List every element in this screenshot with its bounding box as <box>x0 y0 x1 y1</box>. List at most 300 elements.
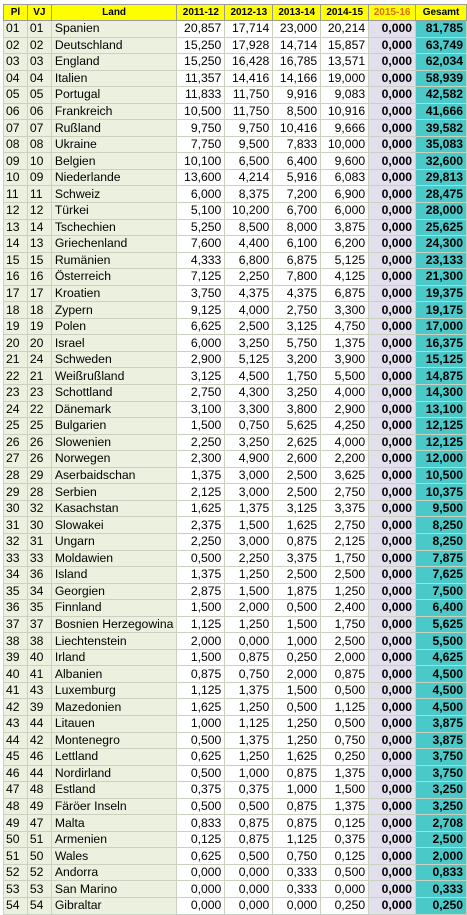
season-2012-13-cell: 16,428 <box>225 54 273 71</box>
season-2014-15-cell: 6,900 <box>321 186 369 203</box>
season-2012-13-cell: 1,250 <box>225 567 273 584</box>
season-2013-14-cell: 3,375 <box>273 550 321 567</box>
total-cell: 3,750 <box>416 749 467 766</box>
season-2013-14-cell: 3,125 <box>273 500 321 517</box>
rank-cell: 53 <box>4 881 28 898</box>
country-cell: Israel <box>51 335 177 352</box>
season-2014-15-cell: 9,600 <box>321 153 369 170</box>
previous-year-cell: 14 <box>27 219 51 236</box>
previous-year-cell: 48 <box>27 782 51 799</box>
season-2012-13-cell: 3,000 <box>225 467 273 484</box>
season-2015-16-cell: 0,000 <box>369 302 416 319</box>
season-2013-14-cell: 0,000 <box>273 897 321 914</box>
country-cell: Liechtenstein <box>51 633 177 650</box>
total-cell: 12,000 <box>416 451 467 468</box>
rank-cell: 54 <box>4 897 28 914</box>
table-row <box>4 37 467 54</box>
total-cell: 3,250 <box>416 782 467 799</box>
header-previous-year: VJ <box>27 5 51 21</box>
rank-cell: 16 <box>4 269 28 286</box>
total-cell: 19,175 <box>416 302 467 319</box>
season-2015-16-cell: 0,000 <box>369 815 416 832</box>
season-2013-14-cell: 1,250 <box>273 715 321 732</box>
table-row <box>4 385 467 402</box>
previous-year-cell: 02 <box>27 37 51 54</box>
table-row <box>4 500 467 517</box>
previous-year-cell: 28 <box>27 484 51 501</box>
rank-cell: 26 <box>4 434 28 451</box>
country-cell: Portugal <box>51 87 177 104</box>
season-2012-13-cell: 17,714 <box>225 21 273 38</box>
previous-year-cell: 44 <box>27 715 51 732</box>
rank-cell: 45 <box>4 749 28 766</box>
previous-year-cell: 30 <box>27 517 51 534</box>
season-2015-16-cell: 0,000 <box>369 203 416 220</box>
season-2011-12-cell: 4,333 <box>177 252 225 269</box>
total-cell: 0,333 <box>416 881 467 898</box>
header-country: Land <box>51 5 177 21</box>
season-2011-12-cell: 10,100 <box>177 153 225 170</box>
total-cell: 10,500 <box>416 467 467 484</box>
table-row <box>4 715 467 732</box>
country-cell: Italien <box>51 70 177 87</box>
season-2014-15-cell: 3,900 <box>321 351 369 368</box>
season-2012-13-cell: 3,000 <box>225 484 273 501</box>
total-cell: 42,582 <box>416 87 467 104</box>
table-row <box>4 798 467 815</box>
season-2013-14-cell: 8,000 <box>273 219 321 236</box>
season-2012-13-cell: 1,375 <box>225 682 273 699</box>
rank-cell: 23 <box>4 385 28 402</box>
season-2013-14-cell: 0,333 <box>273 881 321 898</box>
season-2014-15-cell: 13,571 <box>321 54 369 71</box>
season-2015-16-cell: 0,000 <box>369 136 416 153</box>
total-cell: 0,250 <box>416 897 467 914</box>
rank-cell: 28 <box>4 467 28 484</box>
season-2012-13-cell: 1,500 <box>225 517 273 534</box>
country-cell: Österreich <box>51 269 177 286</box>
total-cell: 25,625 <box>416 219 467 236</box>
season-2013-14-cell: 5,916 <box>273 169 321 186</box>
season-2013-14-cell: 9,916 <box>273 87 321 104</box>
previous-year-cell: 23 <box>27 385 51 402</box>
season-2014-15-cell: 2,400 <box>321 600 369 617</box>
season-2012-13-cell: 5,125 <box>225 351 273 368</box>
season-2011-12-cell: 0,875 <box>177 666 225 683</box>
total-cell: 3,875 <box>416 732 467 749</box>
rank-cell: 44 <box>4 732 28 749</box>
previous-year-cell: 05 <box>27 87 51 104</box>
season-2011-12-cell: 2,000 <box>177 633 225 650</box>
previous-year-cell: 31 <box>27 533 51 550</box>
table-row <box>4 351 467 368</box>
season-2012-13-cell: 1,250 <box>225 699 273 716</box>
season-2011-12-cell: 1,125 <box>177 682 225 699</box>
season-2013-14-cell: 1,000 <box>273 782 321 799</box>
season-2015-16-cell: 0,000 <box>369 633 416 650</box>
season-2015-16-cell: 0,000 <box>369 87 416 104</box>
season-2013-14-cell: 2,750 <box>273 302 321 319</box>
season-2015-16-cell: 0,000 <box>369 517 416 534</box>
country-cell: Polen <box>51 318 177 335</box>
season-2015-16-cell: 0,000 <box>369 169 416 186</box>
season-2015-16-cell: 0,000 <box>369 500 416 517</box>
table-row <box>4 484 467 501</box>
table-row <box>4 153 467 170</box>
season-2011-12-cell: 5,100 <box>177 203 225 220</box>
season-2011-12-cell: 1,500 <box>177 649 225 666</box>
season-2011-12-cell: 0,625 <box>177 848 225 865</box>
season-2011-12-cell: 3,100 <box>177 401 225 418</box>
previous-year-cell: 34 <box>27 583 51 600</box>
season-2014-15-cell: 5,125 <box>321 252 369 269</box>
uefa-coefficient-table <box>3 4 467 915</box>
season-2011-12-cell: 2,900 <box>177 351 225 368</box>
rank-cell: 29 <box>4 484 28 501</box>
season-2015-16-cell: 0,000 <box>369 484 416 501</box>
table-row <box>4 318 467 335</box>
total-cell: 10,375 <box>416 484 467 501</box>
rank-cell: 18 <box>4 302 28 319</box>
header-rank: Pl <box>4 5 28 21</box>
season-2012-13-cell: 3,250 <box>225 335 273 352</box>
country-cell: Slowenien <box>51 434 177 451</box>
season-2011-12-cell: 9,750 <box>177 120 225 137</box>
season-2013-14-cell: 2,000 <box>273 666 321 683</box>
rank-cell: 15 <box>4 252 28 269</box>
season-2014-15-cell: 0,250 <box>321 749 369 766</box>
previous-year-cell: 35 <box>27 600 51 617</box>
rank-cell: 37 <box>4 616 28 633</box>
season-2011-12-cell: 6,000 <box>177 335 225 352</box>
season-2014-15-cell: 6,000 <box>321 203 369 220</box>
country-cell: Armenien <box>51 831 177 848</box>
season-2013-14-cell: 0,750 <box>273 848 321 865</box>
previous-year-cell: 37 <box>27 616 51 633</box>
season-2015-16-cell: 0,000 <box>369 765 416 782</box>
rank-cell: 11 <box>4 186 28 203</box>
table-row <box>4 21 467 38</box>
rank-cell: 42 <box>4 699 28 716</box>
country-cell: Norwegen <box>51 451 177 468</box>
season-2012-13-cell: 1,250 <box>225 749 273 766</box>
season-2012-13-cell: 2,500 <box>225 318 273 335</box>
season-2015-16-cell: 0,000 <box>369 418 416 435</box>
country-cell: Schweiz <box>51 186 177 203</box>
total-cell: 6,400 <box>416 600 467 617</box>
rank-cell: 07 <box>4 120 28 137</box>
season-2015-16-cell: 0,000 <box>369 749 416 766</box>
total-cell: 14,875 <box>416 368 467 385</box>
season-2013-14-cell: 0,500 <box>273 699 321 716</box>
season-2012-13-cell: 0,000 <box>225 897 273 914</box>
season-2012-13-cell: 0,500 <box>225 848 273 865</box>
season-2013-14-cell: 5,625 <box>273 418 321 435</box>
rank-cell: 50 <box>4 831 28 848</box>
rank-cell: 48 <box>4 798 28 815</box>
season-2014-15-cell: 0,500 <box>321 715 369 732</box>
season-2015-16-cell: 0,000 <box>369 153 416 170</box>
season-2011-12-cell: 1,500 <box>177 600 225 617</box>
season-2014-15-cell: 15,857 <box>321 37 369 54</box>
rank-cell: 27 <box>4 451 28 468</box>
season-2013-14-cell: 3,125 <box>273 318 321 335</box>
season-2014-15-cell: 2,200 <box>321 451 369 468</box>
rank-cell: 40 <box>4 666 28 683</box>
season-2014-15-cell: 2,125 <box>321 533 369 550</box>
total-cell: 12,125 <box>416 418 467 435</box>
season-2011-12-cell: 1,625 <box>177 699 225 716</box>
season-2014-15-cell: 2,900 <box>321 401 369 418</box>
season-2011-12-cell: 3,125 <box>177 368 225 385</box>
season-2011-12-cell: 0,375 <box>177 782 225 799</box>
season-2011-12-cell: 3,750 <box>177 285 225 302</box>
country-cell: Andorra <box>51 864 177 881</box>
header-season-2011-12: 2011-12 <box>177 5 225 21</box>
season-2015-16-cell: 0,000 <box>369 269 416 286</box>
total-cell: 15,125 <box>416 351 467 368</box>
season-2011-12-cell: 20,857 <box>177 21 225 38</box>
previous-year-cell: 51 <box>27 831 51 848</box>
previous-year-cell: 25 <box>27 418 51 435</box>
total-cell: 16,375 <box>416 335 467 352</box>
season-2012-13-cell: 0,000 <box>225 864 273 881</box>
season-2015-16-cell: 0,000 <box>369 318 416 335</box>
season-2012-13-cell: 0,875 <box>225 831 273 848</box>
season-2013-14-cell: 2,500 <box>273 567 321 584</box>
table-row <box>4 418 467 435</box>
season-2012-13-cell: 11,750 <box>225 87 273 104</box>
rank-cell: 21 <box>4 351 28 368</box>
rank-cell: 36 <box>4 600 28 617</box>
season-2015-16-cell: 0,000 <box>369 21 416 38</box>
season-2011-12-cell: 0,500 <box>177 798 225 815</box>
season-2014-15-cell: 1,500 <box>321 782 369 799</box>
previous-year-cell: 16 <box>27 269 51 286</box>
season-2015-16-cell: 0,000 <box>369 385 416 402</box>
season-2013-14-cell: 7,833 <box>273 136 321 153</box>
rank-cell: 04 <box>4 70 28 87</box>
season-2015-16-cell: 0,000 <box>369 782 416 799</box>
table-body <box>4 21 467 915</box>
table-row <box>4 169 467 186</box>
previous-year-cell: 44 <box>27 765 51 782</box>
season-2012-13-cell: 1,000 <box>225 765 273 782</box>
season-2012-13-cell: 6,800 <box>225 252 273 269</box>
total-cell: 21,300 <box>416 269 467 286</box>
rank-cell: 13 <box>4 219 28 236</box>
season-2015-16-cell: 0,000 <box>369 37 416 54</box>
rank-cell: 22 <box>4 368 28 385</box>
season-2014-15-cell: 1,375 <box>321 765 369 782</box>
country-cell: Serbien <box>51 484 177 501</box>
previous-year-cell: 10 <box>27 153 51 170</box>
country-cell: Ungarn <box>51 533 177 550</box>
season-2013-14-cell: 3,250 <box>273 385 321 402</box>
season-2012-13-cell: 0,750 <box>225 418 273 435</box>
season-2015-16-cell: 0,000 <box>369 252 416 269</box>
previous-year-cell: 21 <box>27 368 51 385</box>
rank-cell: 03 <box>4 54 28 71</box>
season-2013-14-cell: 0,875 <box>273 798 321 815</box>
season-2013-14-cell: 6,100 <box>273 236 321 253</box>
total-cell: 2,708 <box>416 815 467 832</box>
season-2012-13-cell: 3,000 <box>225 533 273 550</box>
season-2014-15-cell: 1,375 <box>321 798 369 815</box>
table-row <box>4 103 467 120</box>
table-row <box>4 765 467 782</box>
table-row <box>4 236 467 253</box>
season-2013-14-cell: 1,000 <box>273 633 321 650</box>
rank-cell: 51 <box>4 848 28 865</box>
previous-year-cell: 03 <box>27 54 51 71</box>
season-2014-15-cell: 6,083 <box>321 169 369 186</box>
table-row <box>4 401 467 418</box>
previous-year-cell: 13 <box>27 236 51 253</box>
season-2011-12-cell: 7,125 <box>177 269 225 286</box>
total-cell: 4,500 <box>416 682 467 699</box>
total-cell: 8,250 <box>416 533 467 550</box>
season-2011-12-cell: 2,875 <box>177 583 225 600</box>
season-2013-14-cell: 0,250 <box>273 649 321 666</box>
season-2014-15-cell: 4,125 <box>321 269 369 286</box>
season-2011-12-cell: 1,000 <box>177 715 225 732</box>
season-2014-15-cell: 2,750 <box>321 484 369 501</box>
season-2012-13-cell: 1,375 <box>225 732 273 749</box>
table-row <box>4 467 467 484</box>
country-cell: Lettland <box>51 749 177 766</box>
season-2015-16-cell: 0,000 <box>369 798 416 815</box>
season-2011-12-cell: 0,500 <box>177 765 225 782</box>
total-cell: 3,875 <box>416 715 467 732</box>
total-cell: 5,625 <box>416 616 467 633</box>
season-2013-14-cell: 7,200 <box>273 186 321 203</box>
season-2014-15-cell: 0,125 <box>321 815 369 832</box>
season-2011-12-cell: 10,500 <box>177 103 225 120</box>
table-row <box>4 848 467 865</box>
total-cell: 24,300 <box>416 236 467 253</box>
season-2013-14-cell: 5,750 <box>273 335 321 352</box>
rank-cell: 24 <box>4 401 28 418</box>
season-2015-16-cell: 0,000 <box>369 666 416 683</box>
season-2014-15-cell: 9,666 <box>321 120 369 137</box>
season-2012-13-cell: 17,928 <box>225 37 273 54</box>
season-2014-15-cell: 1,750 <box>321 550 369 567</box>
season-2015-16-cell: 0,000 <box>369 219 416 236</box>
rank-cell: 34 <box>4 567 28 584</box>
table-row <box>4 881 467 898</box>
season-2015-16-cell: 0,000 <box>369 103 416 120</box>
rank-cell: 02 <box>4 37 28 54</box>
country-cell: Irland <box>51 649 177 666</box>
table-row <box>4 70 467 87</box>
total-cell: 3,750 <box>416 765 467 782</box>
country-cell: Kroatien <box>51 285 177 302</box>
season-2011-12-cell: 1,125 <box>177 616 225 633</box>
season-2011-12-cell: 15,250 <box>177 37 225 54</box>
total-cell: 28,000 <box>416 203 467 220</box>
total-cell: 7,500 <box>416 583 467 600</box>
table-row <box>4 252 467 269</box>
table-row <box>4 864 467 881</box>
season-2013-14-cell: 0,500 <box>273 600 321 617</box>
season-2012-13-cell: 6,500 <box>225 153 273 170</box>
season-2012-13-cell: 0,875 <box>225 815 273 832</box>
season-2012-13-cell: 4,900 <box>225 451 273 468</box>
season-2011-12-cell: 2,300 <box>177 451 225 468</box>
rank-cell: 38 <box>4 633 28 650</box>
previous-year-cell: 49 <box>27 798 51 815</box>
rank-cell: 43 <box>4 715 28 732</box>
season-2015-16-cell: 0,000 <box>369 186 416 203</box>
season-2012-13-cell: 4,300 <box>225 385 273 402</box>
season-2015-16-cell: 0,000 <box>369 567 416 584</box>
header-season-2014-15: 2014-15 <box>321 5 369 21</box>
country-cell: Slowakei <box>51 517 177 534</box>
season-2014-15-cell: 3,300 <box>321 302 369 319</box>
rank-cell: 49 <box>4 815 28 832</box>
previous-year-cell: 38 <box>27 633 51 650</box>
rank-cell: 33 <box>4 550 28 567</box>
season-2011-12-cell: 2,375 <box>177 517 225 534</box>
season-2015-16-cell: 0,000 <box>369 715 416 732</box>
header-season-2012-13: 2012-13 <box>225 5 273 21</box>
table-row <box>4 203 467 220</box>
table-row <box>4 219 467 236</box>
season-2012-13-cell: 4,400 <box>225 236 273 253</box>
country-cell: Schweden <box>51 351 177 368</box>
country-cell: Estland <box>51 782 177 799</box>
total-cell: 2,000 <box>416 848 467 865</box>
season-2012-13-cell: 4,375 <box>225 285 273 302</box>
season-2014-15-cell: 4,000 <box>321 434 369 451</box>
country-cell: Malta <box>51 815 177 832</box>
season-2014-15-cell: 6,875 <box>321 285 369 302</box>
total-cell: 4,625 <box>416 649 467 666</box>
previous-year-cell: 07 <box>27 120 51 137</box>
season-2011-12-cell: 11,833 <box>177 87 225 104</box>
previous-year-cell: 39 <box>27 699 51 716</box>
country-cell: Deutschland <box>51 37 177 54</box>
season-2011-12-cell: 6,625 <box>177 318 225 335</box>
country-cell: Litauen <box>51 715 177 732</box>
season-2012-13-cell: 1,125 <box>225 715 273 732</box>
rank-cell: 17 <box>4 285 28 302</box>
season-2015-16-cell: 0,000 <box>369 368 416 385</box>
table-row <box>4 451 467 468</box>
country-cell: Mazedonien <box>51 699 177 716</box>
season-2015-16-cell: 0,000 <box>369 897 416 914</box>
total-cell: 35,083 <box>416 136 467 153</box>
country-cell: Belgien <box>51 153 177 170</box>
season-2012-13-cell: 9,500 <box>225 136 273 153</box>
season-2014-15-cell: 3,875 <box>321 219 369 236</box>
country-cell: Schottland <box>51 385 177 402</box>
season-2013-14-cell: 1,750 <box>273 368 321 385</box>
country-cell: Finnland <box>51 600 177 617</box>
previous-year-cell: 41 <box>27 666 51 683</box>
table-row <box>4 666 467 683</box>
season-2012-13-cell: 10,200 <box>225 203 273 220</box>
season-2015-16-cell: 0,000 <box>369 70 416 87</box>
total-cell: 28,475 <box>416 186 467 203</box>
season-2015-16-cell: 0,000 <box>369 533 416 550</box>
table-row <box>4 567 467 584</box>
season-2015-16-cell: 0,000 <box>369 54 416 71</box>
country-cell: Niederlande <box>51 169 177 186</box>
season-2011-12-cell: 1,375 <box>177 567 225 584</box>
season-2013-14-cell: 2,600 <box>273 451 321 468</box>
